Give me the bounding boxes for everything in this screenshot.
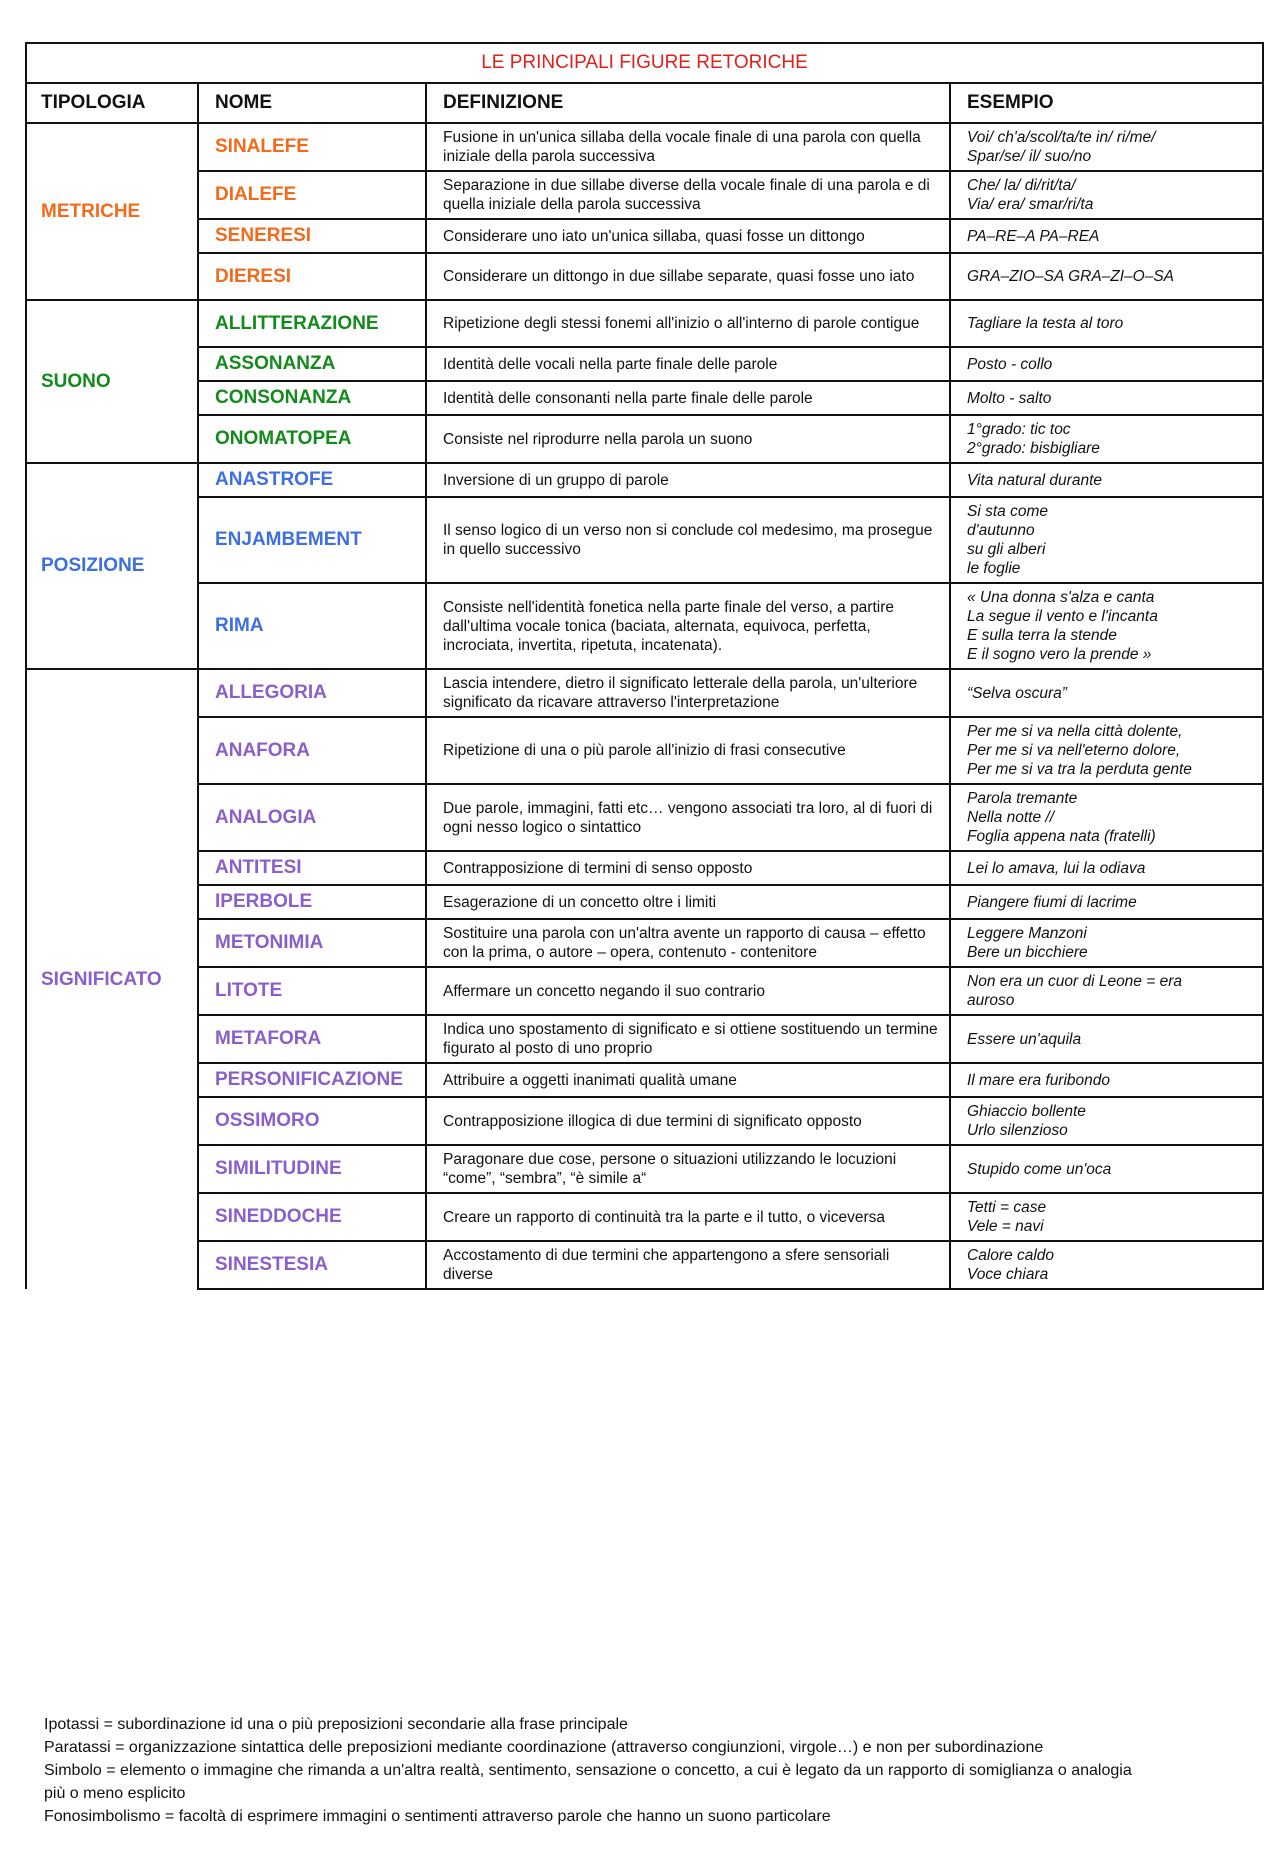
example-line: le foglie xyxy=(967,560,1021,577)
example-line: Posto - collo xyxy=(967,355,1053,373)
table-row xyxy=(26,919,1263,967)
footnote-line: Fonosimbolismo = facoltà di esprimere immagini o sentimenti attraverso parole che hanno un suono particolare xyxy=(44,1808,831,1825)
header-esempio: ESEMPIO xyxy=(950,83,1263,123)
example-line: Tagliare la testa al toro xyxy=(967,315,1124,332)
figure-definition: Separazione in due sillabe diverse della vocale finale di una parola e di quella iniziale della parola successiva xyxy=(426,171,950,219)
figure-name: SINEDDOCHE xyxy=(198,1193,426,1241)
figure-definition: Contrapposizione di termini di senso opposto xyxy=(426,851,950,885)
rhetoric-table xyxy=(25,42,1264,1290)
example-line: 2°grado: bisbigliare xyxy=(967,440,1100,457)
example-line: Nella notte // xyxy=(967,809,1055,826)
table-row xyxy=(26,219,1263,253)
table-row xyxy=(26,253,1263,300)
figure-name: ENJAMBEMENT xyxy=(198,497,426,583)
table-row xyxy=(26,583,1263,669)
figure-example xyxy=(950,123,1263,171)
figure-name: LITOTE xyxy=(198,967,426,1015)
table-row xyxy=(26,463,1263,497)
example-line: Ghiaccio bollente xyxy=(967,1103,1086,1120)
example-line: Per me si va nella città dolente, xyxy=(967,723,1183,740)
figure-name: DIERESI xyxy=(198,253,426,300)
example-line: Piangere fiumi di lacrime xyxy=(967,893,1137,911)
figure-name: PERSONIFICAZIONE xyxy=(198,1063,426,1097)
example-line: Voce chiara xyxy=(967,1266,1049,1283)
figure-name: IPERBOLE xyxy=(198,885,426,919)
figure-definition: Consiste nel riprodurre nella parola un suono xyxy=(426,415,950,463)
example-line: E sulla terra la stende xyxy=(967,627,1117,644)
example-line: “Selva oscura” xyxy=(967,684,1067,702)
example-line: Tetti = case xyxy=(967,1199,1047,1216)
figure-name: ALLITTERAZIONE xyxy=(198,300,426,347)
header-definizione: DEFINIZIONE xyxy=(426,83,950,123)
example-line: Bere un bicchiere xyxy=(967,944,1088,961)
example-line: Calore caldo xyxy=(967,1247,1055,1264)
figure-definition: Lascia intendere, dietro il significato letterale della parola, un'ulteriore significato da ricavare attraverso l'interpretazione xyxy=(426,669,950,717)
figure-example xyxy=(950,1145,1263,1193)
example-line: Spar/se/ il/ suo/no xyxy=(967,148,1092,165)
example-line: Vele = navi xyxy=(967,1218,1044,1235)
figure-example xyxy=(950,583,1263,669)
example-line: GRA–ZIO–SA GRA–ZI–O–SA xyxy=(967,268,1175,285)
table-row xyxy=(26,1015,1263,1063)
example-line: Lei lo amava, lui la odiava xyxy=(967,859,1146,877)
example-line: Parola tremante xyxy=(967,790,1078,807)
table-row xyxy=(26,885,1263,919)
figure-definition: Paragonare due cose, persone o situazioni utilizzando le locuzioni “come”, “sembra”, “è simile a“ xyxy=(426,1145,950,1193)
example-line: su gli alberi xyxy=(967,541,1046,558)
header-tipologia: TIPOLOGIA xyxy=(26,83,198,123)
example-line: La segue il vento e l'incanta xyxy=(967,608,1158,625)
figure-definition: Creare un rapporto di continuità tra la parte e il tutto, o viceversa xyxy=(426,1193,950,1241)
figure-name: ASSONANZA xyxy=(198,347,426,381)
table-row xyxy=(26,415,1263,463)
table-row xyxy=(26,851,1263,885)
figure-example xyxy=(950,967,1263,1015)
figure-definition: Inversione di un gruppo di parole xyxy=(426,463,950,497)
figure-definition: Identità delle consonanti nella parte finale delle parole xyxy=(426,381,950,415)
figure-name: OSSIMORO xyxy=(198,1097,426,1145)
figure-example xyxy=(950,784,1263,851)
figure-example xyxy=(950,497,1263,583)
example-line: Vita natural durante xyxy=(967,471,1103,489)
example-line: Il mare era furibondo xyxy=(967,1071,1111,1089)
header-row xyxy=(26,83,1263,123)
figure-example xyxy=(950,1193,1263,1241)
example-line: Essere un'aquila xyxy=(967,1030,1082,1048)
figure-name: ONOMATOPEA xyxy=(198,415,426,463)
figure-name: ALLEGORIA xyxy=(198,669,426,717)
figure-definition: Considerare un dittongo in due sillabe separate, quasi fosse uno iato xyxy=(426,253,950,300)
example-line: Leggere Manzoni xyxy=(967,925,1087,942)
figure-example xyxy=(950,253,1263,300)
example-line: E il sogno vero la prende » xyxy=(967,646,1152,663)
footnote-line: Paratassi = organizzazione sintattica delle preposizioni mediante coordinazione (attraverso congiunzioni, virgole…) e non per subordinazione xyxy=(44,1739,1044,1756)
figure-definition: Attribuire a oggetti inanimati qualità umane xyxy=(426,1063,950,1097)
figure-definition: Ripetizione degli stessi fonemi all'inizio o all'interno di parole contigue xyxy=(426,300,950,347)
table-title: LE PRINCIPALI FIGURE RETORICHE xyxy=(26,43,1263,83)
figure-example xyxy=(950,1015,1263,1063)
figure-example xyxy=(950,1063,1263,1097)
figure-definition: Considerare uno iato un'unica sillaba, quasi fosse un dittongo xyxy=(426,219,950,253)
type-cell: POSIZIONE xyxy=(26,463,198,669)
figure-example xyxy=(950,300,1263,347)
example-line: PA–RE–A PA–REA xyxy=(967,227,1100,245)
figure-example xyxy=(950,1241,1263,1289)
figure-example xyxy=(950,717,1263,784)
type-cell: SUONO xyxy=(26,300,198,463)
example-line: Per me si va tra la perduta gente xyxy=(967,761,1192,778)
figure-definition: Sostituire una parola con un'altra avente un rapporto di causa – effetto con la prima, o autore – opera, contenuto - contenitore xyxy=(426,919,950,967)
figure-name: SENERESI xyxy=(198,219,426,253)
example-line: « Una donna s'alza e canta xyxy=(967,589,1155,606)
figure-definition: Consiste nell'identità fonetica nella parte finale del verso, a partire dall'ultima vocale tonica (baciata, alternata, equivoca, perfetta, incrociata, invertita, ripetuta, incatenata). xyxy=(426,583,950,669)
example-line: Foglia appena nata (fratelli) xyxy=(967,828,1156,845)
figure-name: CONSONANZA xyxy=(198,381,426,415)
example-line: Stupido come un'oca xyxy=(967,1160,1112,1178)
table-row xyxy=(26,1241,1263,1289)
figure-definition: Due parole, immagini, fatti etc… vengono associati tra loro, al di fuori di ogni nesso logico o sintattico xyxy=(426,784,950,851)
figure-example xyxy=(950,219,1263,253)
figure-definition: Affermare un concetto negando il suo contrario xyxy=(426,967,950,1015)
table-row xyxy=(26,669,1263,717)
example-line: Urlo silenzioso xyxy=(967,1122,1068,1139)
table-row xyxy=(26,1097,1263,1145)
table-body xyxy=(26,123,1263,1289)
type-cell: SIGNIFICATO xyxy=(26,669,198,1289)
figure-example xyxy=(950,347,1263,381)
figure-example xyxy=(950,919,1263,967)
table-row xyxy=(26,717,1263,784)
table-row xyxy=(26,967,1263,1015)
example-line: Non era un cuor di Leone = era xyxy=(967,973,1182,990)
figure-example xyxy=(950,885,1263,919)
figure-name: ANALOGIA xyxy=(198,784,426,851)
figure-name: ANAFORA xyxy=(198,717,426,784)
figure-example xyxy=(950,851,1263,885)
example-line: auroso xyxy=(967,992,1015,1009)
figure-example xyxy=(950,171,1263,219)
figure-retoriche-document xyxy=(25,42,1262,1290)
example-line: Che/ la/ di/rit/ta/ xyxy=(967,177,1076,194)
example-line: Via/ era/ smar/ri/ta xyxy=(967,196,1094,213)
figure-name: METAFORA xyxy=(198,1015,426,1063)
footnote-line: più o meno esplicito xyxy=(44,1785,186,1802)
figure-definition: Contrapposizione illogica di due termini di significato opposto xyxy=(426,1097,950,1145)
title-row xyxy=(26,43,1263,83)
table-row xyxy=(26,1063,1263,1097)
example-line: Molto - salto xyxy=(967,389,1052,407)
type-cell: METRICHE xyxy=(26,123,198,300)
table-row xyxy=(26,1193,1263,1241)
example-line: Voi/ ch'a/scol/ta/te in/ ri/me/ xyxy=(967,129,1156,146)
table-row xyxy=(26,381,1263,415)
figure-definition: Accostamento di due termini che appartengono a sfere sensoriali diverse xyxy=(426,1241,950,1289)
figure-example xyxy=(950,381,1263,415)
figure-definition: Esagerazione di un concetto oltre i limiti xyxy=(426,885,950,919)
example-line: Si sta come xyxy=(967,503,1048,520)
footnotes xyxy=(44,1713,1264,1828)
header-nome: NOME xyxy=(198,83,426,123)
figure-definition: Indica uno spostamento di significato e si ottiene sostituendo un termine figurato al posto di uno proprio xyxy=(426,1015,950,1063)
footnote-line: Ipotassi = subordinazione id una o più preposizioni secondarie alla frase principale xyxy=(44,1716,628,1733)
figure-definition: Identità delle vocali nella parte finale delle parole xyxy=(426,347,950,381)
table-row xyxy=(26,784,1263,851)
figure-definition: Ripetizione di una o più parole all'inizio di frasi consecutive xyxy=(426,717,950,784)
figure-definition: Fusione in un'unica sillaba della vocale finale di una parola con quella iniziale della parola successiva xyxy=(426,123,950,171)
table-row xyxy=(26,171,1263,219)
figure-example xyxy=(950,669,1263,717)
figure-name: RIMA xyxy=(198,583,426,669)
example-line: Per me si va nell'eterno dolore, xyxy=(967,742,1181,759)
table-row xyxy=(26,497,1263,583)
figure-name: ANASTROFE xyxy=(198,463,426,497)
figure-name: METONIMIA xyxy=(198,919,426,967)
table-row xyxy=(26,300,1263,347)
figure-example xyxy=(950,415,1263,463)
figure-name: SINALEFE xyxy=(198,123,426,171)
table-row xyxy=(26,123,1263,171)
figure-name: ANTITESI xyxy=(198,851,426,885)
figure-name: SINESTESIA xyxy=(198,1241,426,1289)
example-line: d'autunno xyxy=(967,522,1035,539)
figure-name: DIALEFE xyxy=(198,171,426,219)
footnote-line: Simbolo = elemento o immagine che rimanda a un'altra realtà, sentimento, sensazione o concetto, a cui è legato da un rapporto di somiglianza o analogia xyxy=(44,1762,1132,1779)
figure-definition: Il senso logico di un verso non si conclude col medesimo, ma prosegue in quello successivo xyxy=(426,497,950,583)
example-line: 1°grado: tic toc xyxy=(967,421,1071,438)
figure-example xyxy=(950,1097,1263,1145)
figure-example xyxy=(950,463,1263,497)
figure-name: SIMILITUDINE xyxy=(198,1145,426,1193)
table-row xyxy=(26,347,1263,381)
table-row xyxy=(26,1145,1263,1193)
